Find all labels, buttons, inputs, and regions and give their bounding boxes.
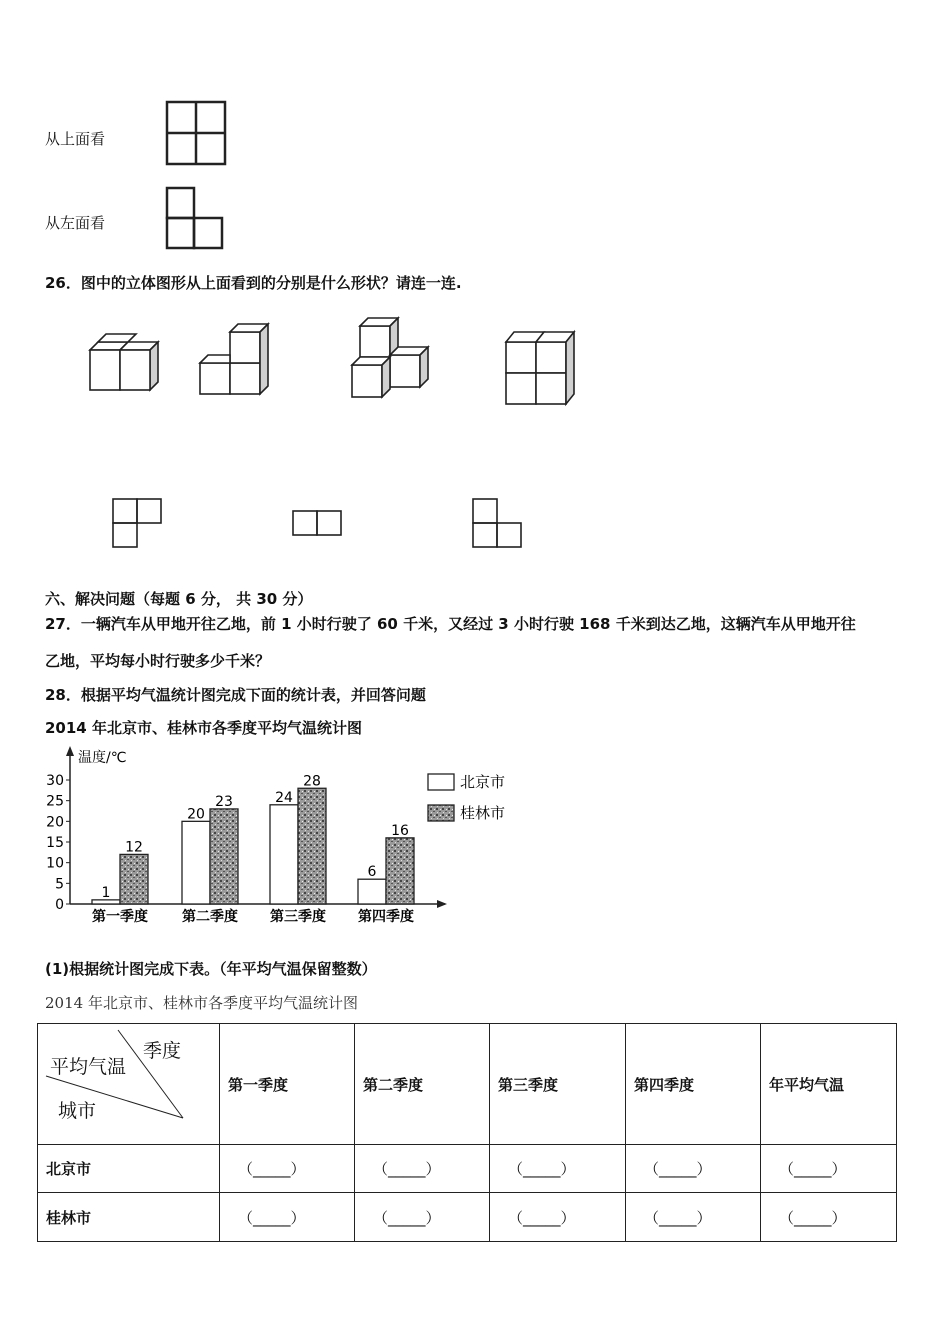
legend-label: 北京市 [460,773,506,791]
col-header-q1: 第一季度 [220,1024,355,1145]
answer-blank[interactable]: （_____） [355,1193,490,1242]
corner-temp: 平均气温 [50,1056,127,1078]
col-header-q3: 第三季度 [490,1024,626,1145]
answer-blank[interactable]: （_____） [490,1193,626,1242]
solid-figure-1 [90,334,158,390]
answer-blank[interactable]: （_____） [626,1145,761,1193]
bar-value-label: 23 [215,793,233,810]
table-corner-header [38,1024,220,1145]
top-view-figure [165,100,227,166]
bar-value-label: 6 [367,864,377,881]
y-tick-label: 25 [46,793,64,810]
q27-line2: 乙地，平均每小时行驶多少千米？ [45,652,271,670]
x-axis-arrow [437,900,447,908]
option-shape-1 [113,499,161,547]
bar-guilin [386,838,414,904]
bar-value-label: 16 [391,822,409,839]
bar-guilin [298,788,326,904]
y-tick-label: 15 [46,835,64,851]
bar-guilin [210,809,238,904]
left-view-figure [165,186,225,250]
corner-diagonals [38,1024,220,1145]
section6-title: 六、解决问题（每题 6 分， 共 30 分） [45,590,313,608]
y-tick-label: 20 [46,814,64,831]
answer-blank[interactable]: （_____） [761,1193,897,1242]
bar-value-label: 20 [187,806,205,823]
view-left-label: 从左面看 [45,214,106,232]
legend-label: 桂林市 [460,804,506,822]
q28-sub1: (1)根据统计图完成下表。（年平均气温保留整数） [45,960,377,978]
q28-text: 28．根据平均气温统计图完成下面的统计表，并回答问题 [45,686,426,704]
view-top-label: 从上面看 [45,130,106,148]
top-view-options [110,496,530,552]
stats-table [37,1023,897,1242]
legend-swatch [428,774,454,790]
answer-blank[interactable]: （_____） [355,1145,490,1193]
bar-beijing [270,805,298,904]
y-tick-label: 10 [46,855,64,872]
y-tick-label: 5 [55,876,64,893]
solid-figure-4 [506,332,574,404]
q26-text: 26．图中的立体图形从上面看到的分别是什么形状？请连一连. [45,274,462,292]
y-axis-label: 温度/℃ [78,750,127,766]
col-header-q4: 第四季度 [626,1024,761,1145]
table-title: 2014 年北京市、桂林市各季度平均气温统计图 [45,994,358,1012]
corner-season: 季度 [143,1040,182,1062]
x-tick-label: 第二季度 [182,909,238,925]
bar-value-label: 28 [303,773,321,790]
y-tick-label: 30 [46,773,64,789]
solid-figures [70,310,590,410]
x-tick-label: 第一季度 [92,909,148,925]
corner-city: 城市 [58,1100,97,1122]
bar-value-label: 12 [125,839,143,856]
row-city-guilin: 桂林市 [38,1193,220,1242]
answer-blank[interactable]: （_____） [626,1193,761,1242]
q27-line1: 27．一辆汽车从甲地开往乙地，前 1 小时行驶了 60 千米，又经过 3 小时行驶 168 千米到达乙地，这辆汽车从甲地开往 [45,615,856,633]
temperature-chart [40,742,540,932]
chart-title: 2014 年北京市、桂林市各季度平均气温统计图 [45,719,362,737]
table-row [38,1145,897,1193]
bar-value-label: 24 [275,789,293,806]
answer-blank[interactable]: （_____） [490,1145,626,1193]
bar-value-label: 1 [101,884,111,901]
x-tick-label: 第三季度 [270,909,326,925]
answer-blank[interactable]: （_____） [220,1193,355,1242]
col-header-annual: 年平均气温 [761,1024,897,1145]
solid-figure-3 [352,318,428,397]
table-row [38,1193,897,1242]
bar-beijing [358,879,386,904]
bar-guilin [120,854,148,904]
solid-figure-2 [200,324,268,394]
answer-blank[interactable]: （_____） [761,1145,897,1193]
y-tick-label: 0 [55,897,64,913]
legend-swatch [428,805,454,821]
col-header-q2: 第二季度 [355,1024,490,1145]
row-city-beijing: 北京市 [38,1145,220,1193]
option-shape-2 [293,511,341,535]
bar-beijing [182,821,210,904]
y-axis-arrow [66,746,74,756]
x-tick-label: 第四季度 [358,909,414,925]
option-shape-3 [473,499,521,547]
answer-blank[interactable]: （_____） [220,1145,355,1193]
